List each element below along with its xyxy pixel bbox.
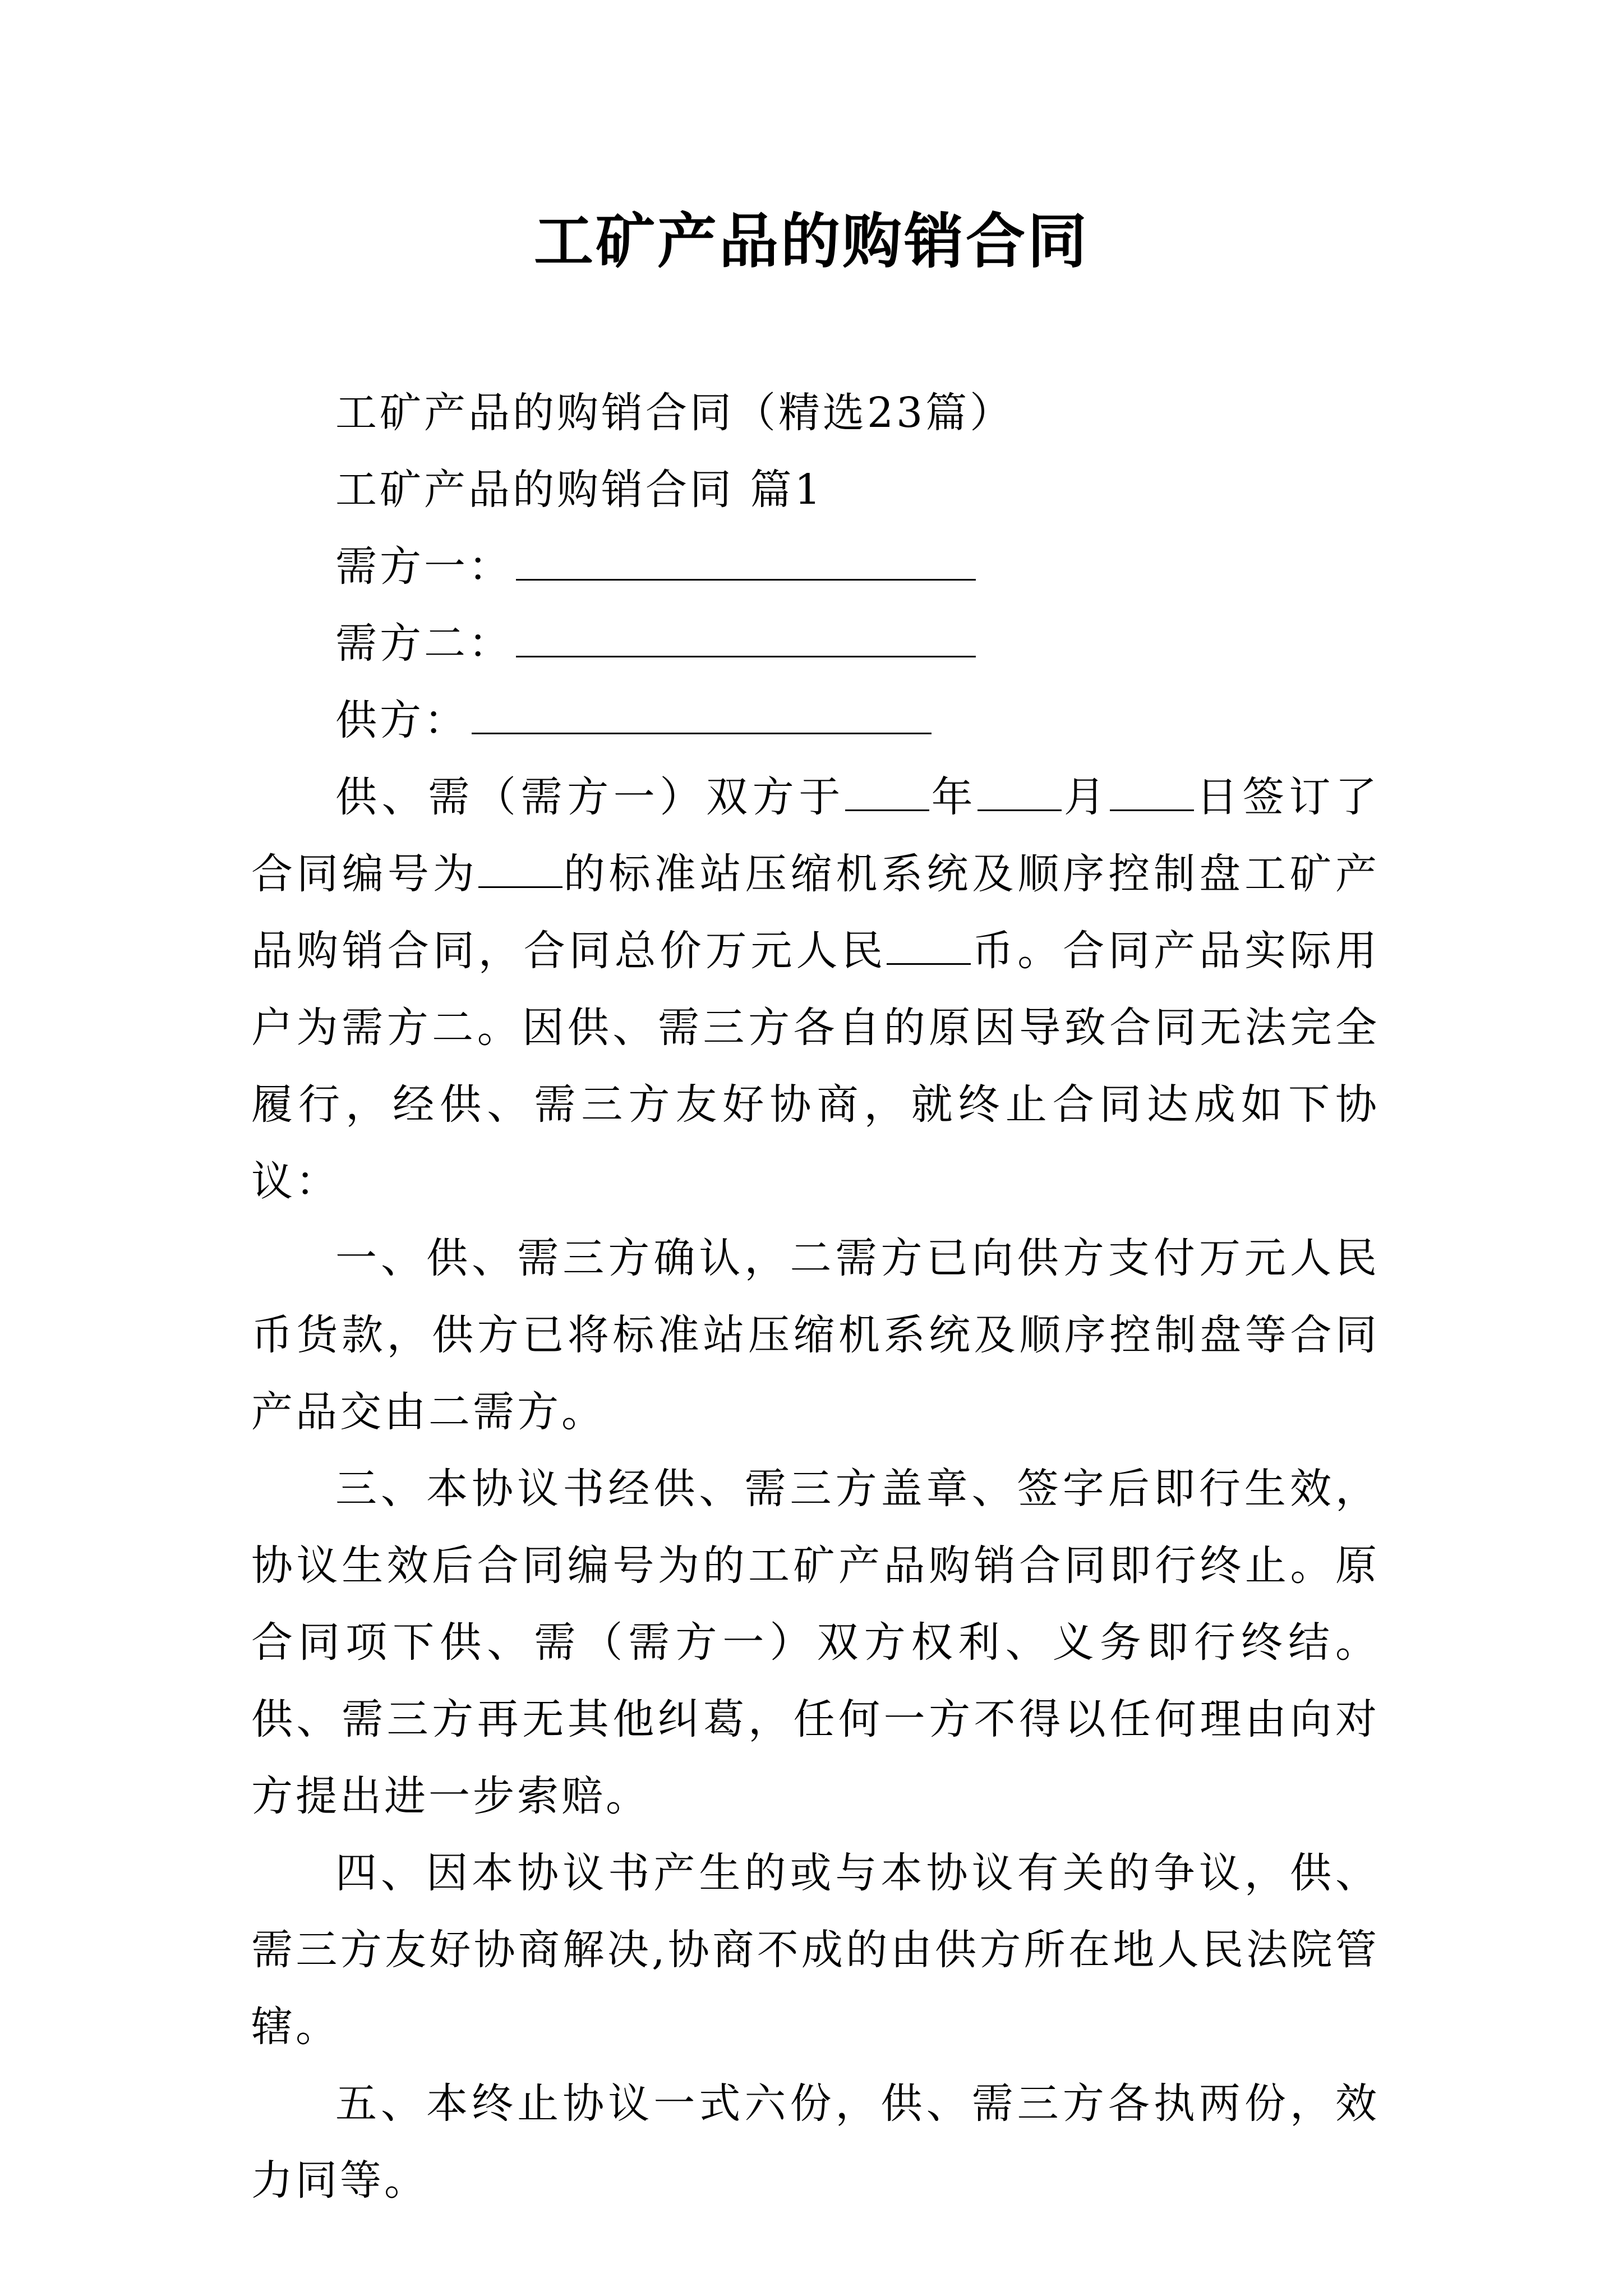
paragraph-clause-one: 一、供、需三方确认，二需方已向供方支付万元人民币货款，供方已将标准站压缩机系统及顺序控制盘等合同产品交由二需方。 <box>251 1234 1380 1436</box>
supply-party-blank <box>472 699 932 734</box>
p1-text-a: 供、需（需方一）双方于 <box>335 773 845 821</box>
supply-party-line <box>251 682 1380 759</box>
p1-text-e: 的标准站压缩机系统及顺序控制盘工矿产品购销合同，合同总价万元人民 <box>251 850 1380 975</box>
paragraph-contract-background <box>251 759 1380 1220</box>
demand-party-two-line <box>251 605 1380 682</box>
contract-number-blank <box>478 853 562 888</box>
p1-text-c: 月 <box>1062 773 1110 821</box>
demand-party-two-label: 需方二： <box>335 619 513 668</box>
supply-party-label: 供方： <box>335 696 468 744</box>
demand-party-one-label: 需方一： <box>335 542 513 591</box>
paragraph-clause-five: 五、本终止协议一式六份，供、需三方各执两份，效力同等。 <box>251 2079 1380 2205</box>
paragraph-clause-three: 三、本协议书经供、需三方盖章、签字后即行生效，协议生效后合同编号为的工矿产品购销合同即行终止。原合同项下供、需（需方一）双方权利、义务即行终结。供、需三方再无其他纠葛，任何一方不得以任何理由向对方提出进一步索赔。 <box>251 1465 1380 1820</box>
day-blank <box>1110 776 1194 811</box>
document-title: 工矿产品的购销合同 <box>534 206 1089 276</box>
subtitle-line: 工矿产品的购销合同（精选23篇） <box>335 389 1015 437</box>
document-body <box>251 375 1380 2219</box>
paragraph-clause-four: 四、因本协议书产生的或与本协议有关的争议，供、需三方友好协商解决,协商不成的由供方所在地人民法院管辖。 <box>251 1849 1380 2051</box>
currency-blank <box>887 930 971 965</box>
month-blank <box>978 776 1062 811</box>
demand-party-one-blank <box>516 545 976 581</box>
p1-text-d: 日签订了合同编号为 <box>251 773 1380 898</box>
p1-text-f: 币。合同产品实际用户为需方二。因供、需三方各自的原因导致合同无法完全履行，经供、需三方友好协商，就终止合同达成如下协议： <box>251 927 1380 1205</box>
demand-party-one-line <box>251 528 1380 605</box>
year-blank <box>845 776 929 811</box>
demand-party-two-blank <box>516 622 976 657</box>
chapter-heading: 工矿产品的购销合同 篇1 <box>335 466 824 514</box>
p1-text-b: 年 <box>929 773 978 821</box>
